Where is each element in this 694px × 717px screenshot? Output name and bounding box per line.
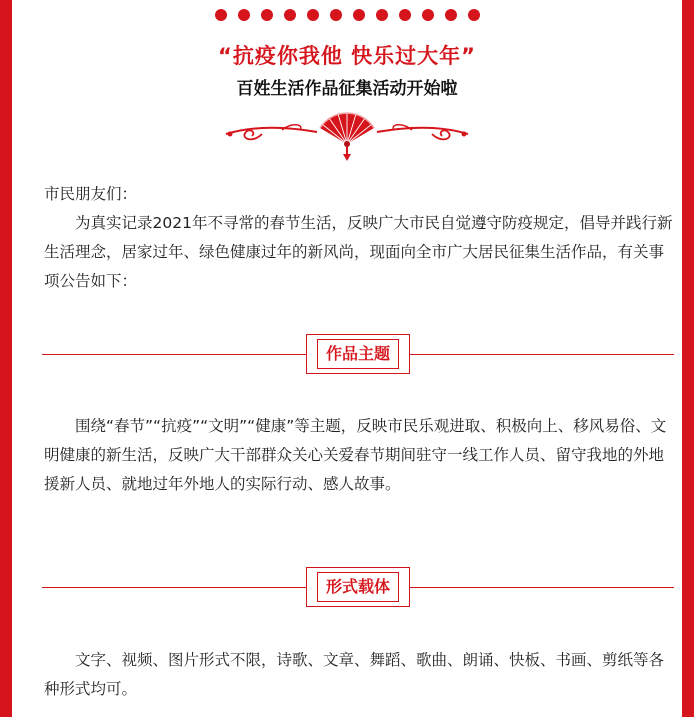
dot-icon xyxy=(330,9,342,21)
greeting-text: 市民朋友们： xyxy=(44,185,138,203)
intro-paragraph: 为真实记录2021年不寻常的春节生活，反映广大市民自觉遵守防疫规定，倡导并践行新生活理念，居家过年、绿色健康过年的新风尚，现面向全市广大居民征集生活作品，有关事项公告如下： xyxy=(44,214,673,290)
theme-paragraph: 围绕“春节”“抗疫”“文明”“健康”等主题，反映市民乐观进取、积极向上、移风易俗、文明健康的新生活，反映广大干部群众关心关爱春节期间驻守一线工作人员、留守我地的外地援新人员、就地过年外地人的实际行动、感人故事。 xyxy=(44,417,667,493)
dot-icon xyxy=(307,9,319,21)
section-heading-text: 形式载体 xyxy=(317,572,399,602)
page-title: “抗疫你我他 快乐过大年” xyxy=(218,44,476,68)
section-label-box xyxy=(306,567,410,607)
dot-icon xyxy=(468,9,480,21)
section-heading-theme xyxy=(42,334,674,376)
dot-icon xyxy=(376,9,388,21)
dot-icon xyxy=(261,9,273,21)
section-label-box xyxy=(306,334,410,374)
dot-icon xyxy=(353,9,365,21)
page-subtitle: 百姓生活作品征集活动开始啦 xyxy=(236,79,458,99)
dot-icon xyxy=(284,9,296,21)
dot-icon xyxy=(422,9,434,21)
dot-icon xyxy=(445,9,457,21)
theme-block xyxy=(44,412,678,499)
red-fan-icon xyxy=(222,108,472,162)
section-heading-text: 作品主题 xyxy=(317,339,399,369)
section-heading-format xyxy=(42,567,674,609)
intro-block xyxy=(44,180,678,296)
fan-ornament xyxy=(12,108,682,162)
format-block xyxy=(44,646,678,704)
format-paragraph: 文字、视频、图片形式不限，诗歌、文章、舞蹈、歌曲、朗诵、快板、书画、剪纸等各种形式均可。 xyxy=(44,651,665,698)
dot-border xyxy=(12,9,682,21)
dot-icon xyxy=(238,9,250,21)
dot-icon xyxy=(399,9,411,21)
dot-icon xyxy=(215,9,227,21)
